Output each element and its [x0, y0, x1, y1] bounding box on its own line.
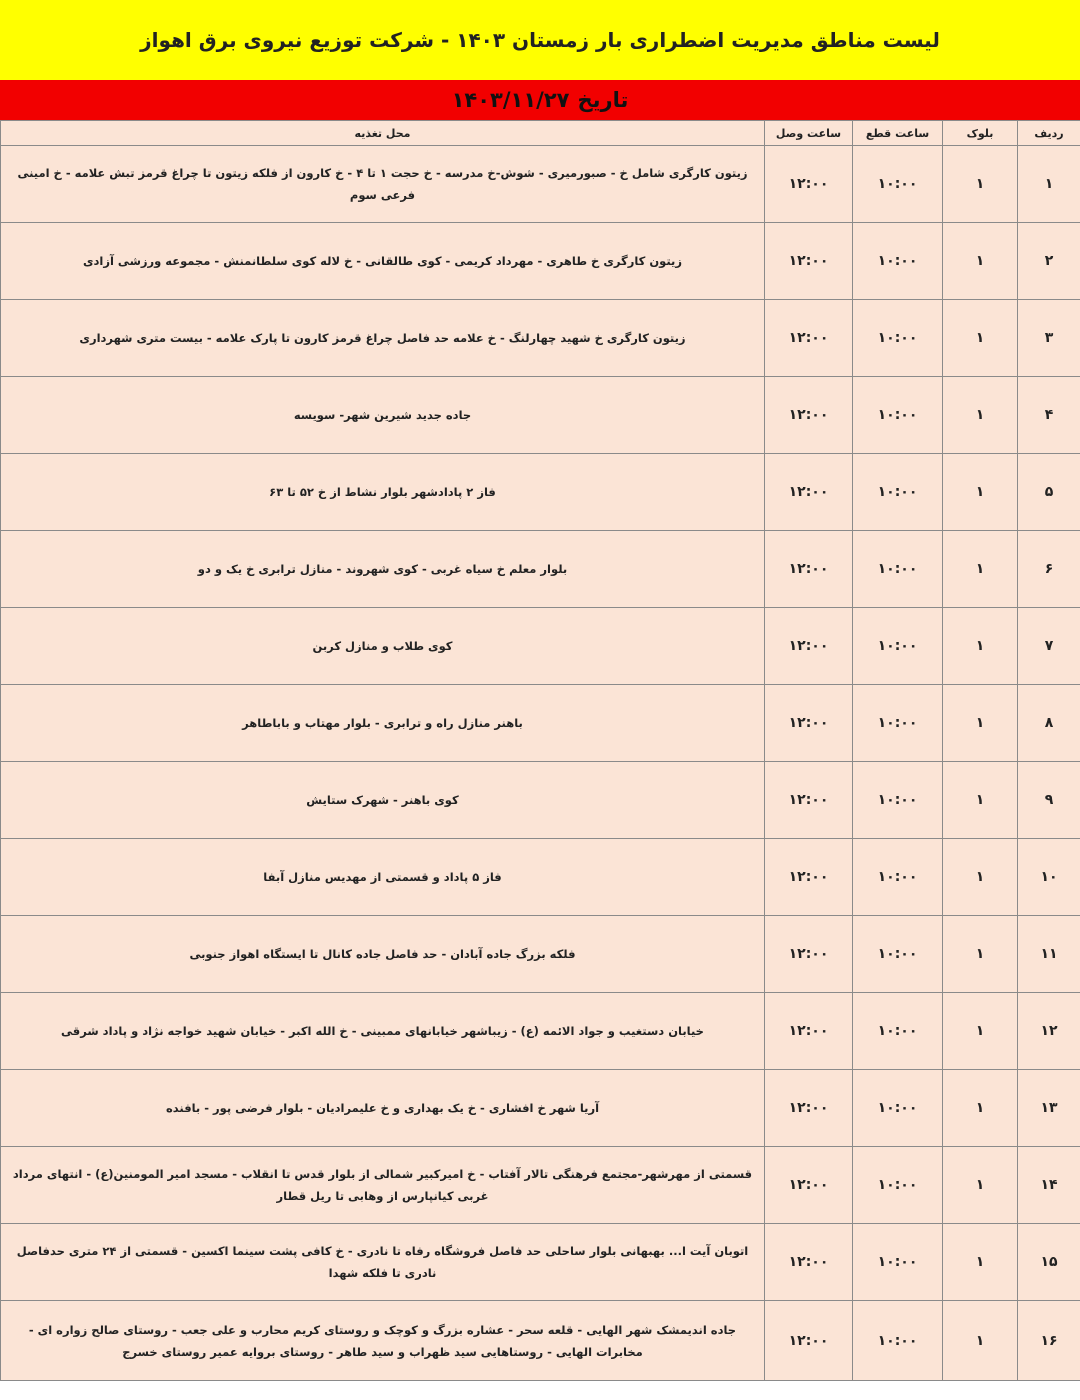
cut-time-cell: ۱۰:۰۰	[853, 377, 943, 454]
row-number-cell: ۳	[1018, 300, 1080, 377]
block-cell: ۱	[943, 1224, 1018, 1301]
cut-time-cell: ۱۰:۰۰	[853, 1147, 943, 1224]
connect-time-cell: ۱۲:۰۰	[765, 300, 853, 377]
table-row	[1, 1070, 1080, 1147]
feed-area-cell: فاز ۲ پادادشهر بلوار نشاط از خ ۵۲ تا ۶۳	[1, 454, 765, 531]
feed-area-cell: کوی طلاب و منازل کربن	[1, 608, 765, 685]
row-number-cell: ۹	[1018, 762, 1080, 839]
block-cell: ۱	[943, 454, 1018, 531]
row-number-cell: ۴	[1018, 377, 1080, 454]
row-number-cell: ۶	[1018, 531, 1080, 608]
connect-time-cell: ۱۲:۰۰	[765, 762, 853, 839]
block-cell: ۱	[943, 608, 1018, 685]
row-number-cell: ۱۲	[1018, 993, 1080, 1070]
feed-area-cell: کوی باهنر - شهرک ستایش	[1, 762, 765, 839]
feed-area-cell: فاز ۵ پاداد و قسمتی از مهدیس منازل آبفا	[1, 839, 765, 916]
connect-time-cell: ۱۲:۰۰	[765, 531, 853, 608]
table-row	[1, 685, 1080, 762]
cut-time-cell: ۱۰:۰۰	[853, 608, 943, 685]
row-number-cell: ۱۶	[1018, 1301, 1080, 1381]
block-cell: ۱	[943, 146, 1018, 223]
table-header-row	[1, 121, 1080, 146]
table-row	[1, 1147, 1080, 1224]
connect-time-cell: ۱۲:۰۰	[765, 608, 853, 685]
table-row	[1, 916, 1080, 993]
connect-time-cell: ۱۲:۰۰	[765, 146, 853, 223]
row-number-cell: ۵	[1018, 454, 1080, 531]
feed-area-cell: اتوبان آیت ا... بهبهانی بلوار ساحلی حد فاصل فروشگاه رفاه تا نادری - خ کافی پشت سینما اکسین - قسمتی از ۲۴ متری حدفاصل نادری تا فلکه شهدا	[1, 1224, 765, 1301]
row-number-cell: ۲	[1018, 223, 1080, 300]
table-row	[1, 223, 1080, 300]
cut-time-cell: ۱۰:۰۰	[853, 839, 943, 916]
table-row	[1, 762, 1080, 839]
col-header-cut-time: ساعت قطع	[853, 121, 943, 146]
block-cell: ۱	[943, 1070, 1018, 1147]
cut-time-cell: ۱۰:۰۰	[853, 762, 943, 839]
feed-area-cell: خیابان دستغیب و جواد الائمه (ع) - زیباشهر خیابانهای ممبینی - خ الله اکبر - خیابان شهید خواجه نژاد و پاداد شرقی	[1, 993, 765, 1070]
cut-time-cell: ۱۰:۰۰	[853, 146, 943, 223]
connect-time-cell: ۱۲:۰۰	[765, 454, 853, 531]
block-cell: ۱	[943, 300, 1018, 377]
block-cell: ۱	[943, 1147, 1018, 1224]
table-row	[1, 300, 1080, 377]
feed-area-cell: زیتون کارگری خ طاهری - مهرداد کریمی - کوی طالقانی - خ لاله کوی سلطانمنش - مجموعه ورزشی آزادی	[1, 223, 765, 300]
cut-time-cell: ۱۰:۰۰	[853, 916, 943, 993]
table-row	[1, 454, 1080, 531]
connect-time-cell: ۱۲:۰۰	[765, 1224, 853, 1301]
feed-area-cell: جاده اندیمشک شهر الهایی - قلعه سحر - عشاره بزرگ و کوچک و روستای کریم محارب و علی جعب - روستای صالح زواره ای - مخابرات الهایی - روستاهایی سید ظهراب و سید طاهر - روستای بروایه عمیر روستای خسرج	[1, 1301, 765, 1381]
title-banner	[0, 0, 1080, 81]
table-row	[1, 1301, 1080, 1381]
feed-area-cell: زیتون کارگری خ شهید چهارلنگ - خ علامه حد فاصل چراغ قرمز کارون تا پارک علامه - بیست متری شهرداری	[1, 300, 765, 377]
date-value: ۱۴۰۳/۱۱/۲۷	[451, 88, 570, 112]
connect-time-cell: ۱۲:۰۰	[765, 1070, 853, 1147]
block-cell: ۱	[943, 916, 1018, 993]
date-banner	[0, 80, 1080, 120]
row-number-cell: ۱۰	[1018, 839, 1080, 916]
block-cell: ۱	[943, 223, 1018, 300]
feed-area-cell: قسمتی از مهرشهر-مجتمع فرهنگی تالار آفتاب - خ امیرکبیر شمالی از بلوار قدس تا انقلاب - مسجد امیر المومنین(ع) - انتهای مرداد غربی کیانپارس از وهابی تا ریل قطار	[1, 1147, 765, 1224]
block-cell: ۱	[943, 377, 1018, 454]
cut-time-cell: ۱۰:۰۰	[853, 454, 943, 531]
block-cell: ۱	[943, 1301, 1018, 1381]
block-cell: ۱	[943, 993, 1018, 1070]
connect-time-cell: ۱۲:۰۰	[765, 685, 853, 762]
page-title: لیست مناطق مدیریت اضطراری بار زمستان ۱۴۰۳ - شرکت توزیع نیروی برق اهواز	[140, 28, 940, 52]
table-row	[1, 1224, 1080, 1301]
table-row	[1, 531, 1080, 608]
feed-area-cell: فلکه بزرگ جاده آبادان - حد فاصل جاده کانال تا ایستگاه اهواز جنوبی	[1, 916, 765, 993]
cut-time-cell: ۱۰:۰۰	[853, 223, 943, 300]
col-header-row-number: ردیف	[1018, 121, 1080, 146]
connect-time-cell: ۱۲:۰۰	[765, 839, 853, 916]
feed-area-cell: بلوار معلم خ سیاه غربی - کوی شهروند - منازل ترابری خ یک و دو	[1, 531, 765, 608]
connect-time-cell: ۱۲:۰۰	[765, 377, 853, 454]
connect-time-cell: ۱۲:۰۰	[765, 916, 853, 993]
block-cell: ۱	[943, 685, 1018, 762]
feed-area-cell: زیتون کارگری شامل خ - صبورمیری - شوش-خ مدرسه - خ حجت ۱ تا ۴ - خ کارون از فلکه زیتون تا چراغ قرمز تبش علامه - خ امینی فرعی سوم	[1, 146, 765, 223]
table-row	[1, 993, 1080, 1070]
block-cell: ۱	[943, 839, 1018, 916]
feed-area-cell: باهنر منازل راه و ترابری - بلوار مهتاب و باباطاهر	[1, 685, 765, 762]
table-row	[1, 377, 1080, 454]
row-number-cell: ۱۱	[1018, 916, 1080, 993]
col-header-feed-area: محل تغذیه	[1, 121, 765, 146]
row-number-cell: ۱۴	[1018, 1147, 1080, 1224]
cut-time-cell: ۱۰:۰۰	[853, 531, 943, 608]
feed-area-cell: جاده جدید شیرین شهر- سویسه	[1, 377, 765, 454]
row-number-cell: ۸	[1018, 685, 1080, 762]
block-cell: ۱	[943, 762, 1018, 839]
cut-time-cell: ۱۰:۰۰	[853, 685, 943, 762]
table-row	[1, 839, 1080, 916]
table-row	[1, 146, 1080, 223]
row-number-cell: ۱۵	[1018, 1224, 1080, 1301]
schedule-table	[0, 120, 1080, 1381]
row-number-cell: ۷	[1018, 608, 1080, 685]
block-cell: ۱	[943, 531, 1018, 608]
row-number-cell: ۱	[1018, 146, 1080, 223]
table-row	[1, 608, 1080, 685]
feed-area-cell: آریا شهر خ افشاری - خ یک بهداری و خ علیمرادیان - بلوار فرضی پور - بافنده	[1, 1070, 765, 1147]
col-header-block: بلوک	[943, 121, 1018, 146]
col-header-connect-time: ساعت وصل	[765, 121, 853, 146]
cut-time-cell: ۱۰:۰۰	[853, 1301, 943, 1381]
date-label: تاریخ	[577, 88, 629, 112]
row-number-cell: ۱۳	[1018, 1070, 1080, 1147]
connect-time-cell: ۱۲:۰۰	[765, 1147, 853, 1224]
cut-time-cell: ۱۰:۰۰	[853, 993, 943, 1070]
connect-time-cell: ۱۲:۰۰	[765, 1301, 853, 1381]
connect-time-cell: ۱۲:۰۰	[765, 223, 853, 300]
cut-time-cell: ۱۰:۰۰	[853, 1070, 943, 1147]
cut-time-cell: ۱۰:۰۰	[853, 300, 943, 377]
cut-time-cell: ۱۰:۰۰	[853, 1224, 943, 1301]
connect-time-cell: ۱۲:۰۰	[765, 993, 853, 1070]
